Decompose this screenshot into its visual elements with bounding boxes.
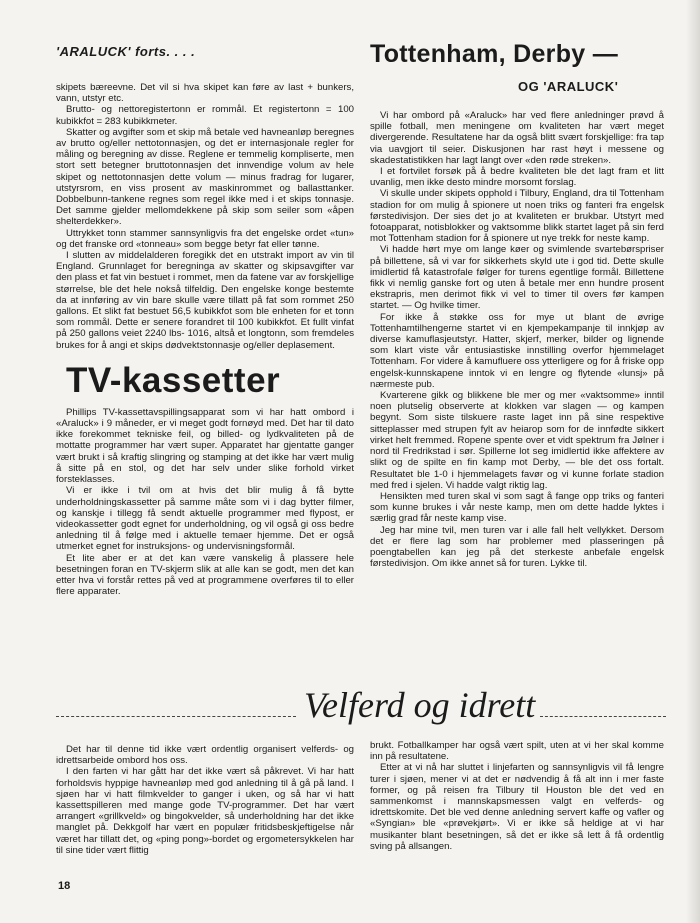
paragraph: Jeg har mine tvil, men turen var i alle fall helt vellykket. Dersom det er flere lag som har problemer med plasseringen på poengtabellen kan jeg på det sterkeste anbefale engelsk førstedivisjon. Om ikke annet så for turen. Lykke til. — [370, 524, 664, 570]
paragraph: skipets bæreevne. Det vil si hva skipet kan føre av last + bunkers, vann, utstyr etc. — [56, 82, 354, 105]
paragraph: Kvarterene gikk og blikkene ble mer og mer «vaktsomme» inntil noen plutselig observerte at klokken var slagen — og kampen begynt. Som siste tilskuere raste laget inn på sine respektive sitteplasser med strupen fylt av heiarop som for de innfødte sikkert virket helt fremmed. Ropene spente over et vidt spektrum fra Jølner i nord til Fredrikstad i sør. Spillerne lot seg imidlertid ikke affektere av slikt og de spilte en fin kamp mot Derby, — ble det oss fortalt. Resultatet ble 1-0 i hjemmelagets favør og vi kunne forlate stadion med fred i sjelen. Vi hadde valgt riktig lag. — [370, 390, 664, 491]
article-subtitle-araluck: OG 'ARALUCK' — [518, 79, 619, 94]
right-column — [370, 110, 664, 569]
paragraph: Etter at vi nå har sluttet i linjefarten og sannsynligvis vil få lengre turer i sjøen, mener vi at det er nødvendig å få alt inn i mer faste former, og på reisen fra Tilbury til Houston ble det ved en sammenkomst i mannskapsmessen valgt en velferds- og idrettskomite. Det ble ved denne anledning servert kaffe og vafler og «Syngian» ble «prøvekjørt». Vi er ikke så heldige at vi har musikanter blant besetningen, så det er ikke så lett å få ordentlig sving på allsangen. — [370, 762, 664, 852]
page-edge-shadow — [686, 0, 700, 923]
paragraph: I et fortvilet forsøk på å bedre kvaliteten ble det lagt fram et litt uvanlig, men ikke desto mindre morsomt forslag. — [370, 166, 664, 189]
paragraph: Et lite aber er at det kan være vanskelig å plassere hele besetningen foran en TV-skjerm slik at alle kan se godt, men det kan etter hva vi forstår rettes på ved at programmene overføres til to eller flere apparater. — [56, 552, 354, 598]
bottom-left-column — [56, 744, 354, 856]
article-title-tottenham: Tottenham, Derby — — [370, 40, 619, 68]
left-column — [56, 82, 354, 597]
paragraph: brukt. Fotballkamper har også vært spilt, uten at vi her skal komme inn på resultatene. — [370, 740, 664, 763]
banner-dash-right — [540, 716, 666, 717]
paragraph: I slutten av middelalderen foregikk det en utstrakt import av vin til England. Grunnlaget for beregninga av skatter og skipsavgifter var den plass et fat vin bestuet i rommet, men da fatene var av forskjellige størrelse, ble det hele nokså tilfeldig. Den engelske konge bestemte da at innføring av vin bare skulle være tillatt på fat som rommet 250 gallons. Et slikt fat bestuet 56,5 kubikkfot som ble enheten for et tonn som rommål. Dette er senere forandret til 100 kubikkfot. Et fullt vinfat på 250 gallons veiet 2240 lbs- 1016, altså et longtonn, som fremdeles brukes for å angi et skips dødvektstonnasje og/eller deplasement. — [56, 250, 354, 351]
paragraph: Uttrykket tonn stammer sannsynligvis fra det engelske ordet «tun» og det franske ord «tonneau» som begge betyr fat eller tønne. — [56, 227, 354, 250]
paragraph: Phillips TV-kassettavspillingsapparat som vi har hatt ombord i «Araluck» i 9 måneder, er vi meget godt fornøyd med. Det har til dato ikke forekommet tekniske feil, og billed- og lydkvaliteten på de mottatte programmer har vært super. Apparatet har gjentatte ganger vært brukt i så kraftig slingring og stamping at det ikke har vært mulig å sitte på en stol, og det har selv under slike forhold virket forsteklasses. — [56, 406, 354, 486]
bottom-right-column — [370, 740, 664, 852]
paragraph: Brutto- og nettoregistertonn er rommål. Et registertonn = 100 kubikkfot = 283 kubikkmeter. — [56, 104, 354, 127]
paragraph: Vi skulle under skipets opphold i Tilbury, England, dra til Tottenham stadion for om mulig å spionere ut noen triks og fanteri fra engelsk førstedivisjon. Der sies det jo at kvaliteten er brukbar. Utstyrt med fotoapparat, notisblokker og vaktsomme blikk startet laget på sin ferd mot Tottenham stadion for å spionere ut nye trekk for neste kamp. — [370, 188, 664, 245]
paragraph: Vi er ikke i tvil om at hvis det blir mulig å få bytte underholdningskassetter på samme måte som vi i dag bytter filmer, og kanskje i tillegg få sendt aktuelle programmer med flypost, er videokassetter godt egnet for underholdning, og vil også gi oss bedre anledning til å følge med i aktuelle temaer hjemme. Det er også utmerket egnet for instruksjons- og undervisningsformål. — [56, 485, 354, 553]
paragraph: Hensikten med turen skal vi som sagt å fange opp triks og fanteri som kunne brukes i vår neste kamp, men om dette hadde lyktes i særlig grad får neste kamp vise. — [370, 490, 664, 525]
paragraph: Vi har ombord på «Araluck» har ved flere anledninger prøvd å spille fotball, men meningene om kvaliteten har vært meget divergerende. Resultatene har da også blitt svært forskjellige: fra tap via uavgjort til seier. Diskusjonen har rast høyt i messene og skadestatistikken har lagt langt over «den røde streken». — [370, 110, 664, 166]
paragraph: Det har til denne tid ikke vært ordentlig organisert velferds- og idrettsarbeide ombord hos oss. — [56, 744, 354, 767]
banner-dash-left — [56, 716, 296, 717]
continuation-heading: 'ARALUCK' forts. . . . — [56, 44, 196, 59]
paragraph: Skatter og avgifter som et skip må betale ved havneanløp beregnes av brutto og/eller nettotonnasjen, og det er internasjonale regler for måling og beregning av disse. Reglene er temmelig kompliserte, men stort sett betegner bruttotonnasjen det innvendige volum av hele skipet og nettotonnasjen dette volum — minus fradrag for lugarer, utstyrsrom, en viss prosent av maskinrommet og ballasttanker. Dobbelbunn-tankene regnes som regel ikke med i et skips tonnasje. Det samme gjelder mellomdekkene på skip som seiler som «åpen shelterdekker». — [56, 126, 354, 228]
paragraph: For ikke å støkke oss for mye ut blant de øvrige Tottenhamtilhengerne startet vi en kjempekampanje til innkjøp av diverse kamuflasjeutstyr. Hatter, skjerf, merker, bilder og lignende som klart viste vår entusiastiske innstilling overfor hjemmelaget Tottenham. For videre å kamufluere oss ytterligere og for å friske opp engelsk-kunnskapene inntok vi en lengre og flytende «lunsj» på nærmeste pub. — [370, 311, 664, 390]
section-banner — [56, 682, 666, 732]
tv-heading: TV-kassetter — [66, 360, 281, 400]
page-number: 18 — [58, 880, 71, 892]
paragraph: I den farten vi har gått har det ikke vært så påkrevet. Vi har hatt forholdsvis hyppige havneanløp med god anledning til å gå på land. I sjøen har vi hatt filmkvelder to ganger i uken, og så har vi hatt kassettspilleren med mange gode TV-programmer. Det har vært arrangert «grillkveld» og bingokvelder, så underholdning har det ikke manglet på. Dekkgolf har vært en populær fritidsbeskjeftigelse når været har tillatt det, og «ping pong»-bordet og ergometersykkelen har til sine tider vært flittig — [56, 766, 354, 856]
section-title-velferd: Velferd og idrett — [304, 685, 536, 725]
paragraph: Vi hadde hørt mye om lange køer og svimlende svartebørspriser på billettene, så vi var for sikkerhets skyld ute i god tid. Dette skulle imidlertid få katastrofale følger for turens egentlige formål. Billettene fikk vi nemlig ganske fort og uten å betale mer enn hundre prosent ekstrapris, men derimot fikk vi vel to timer til overs før kampen startet. — Og hvilke timer. — [370, 244, 664, 312]
